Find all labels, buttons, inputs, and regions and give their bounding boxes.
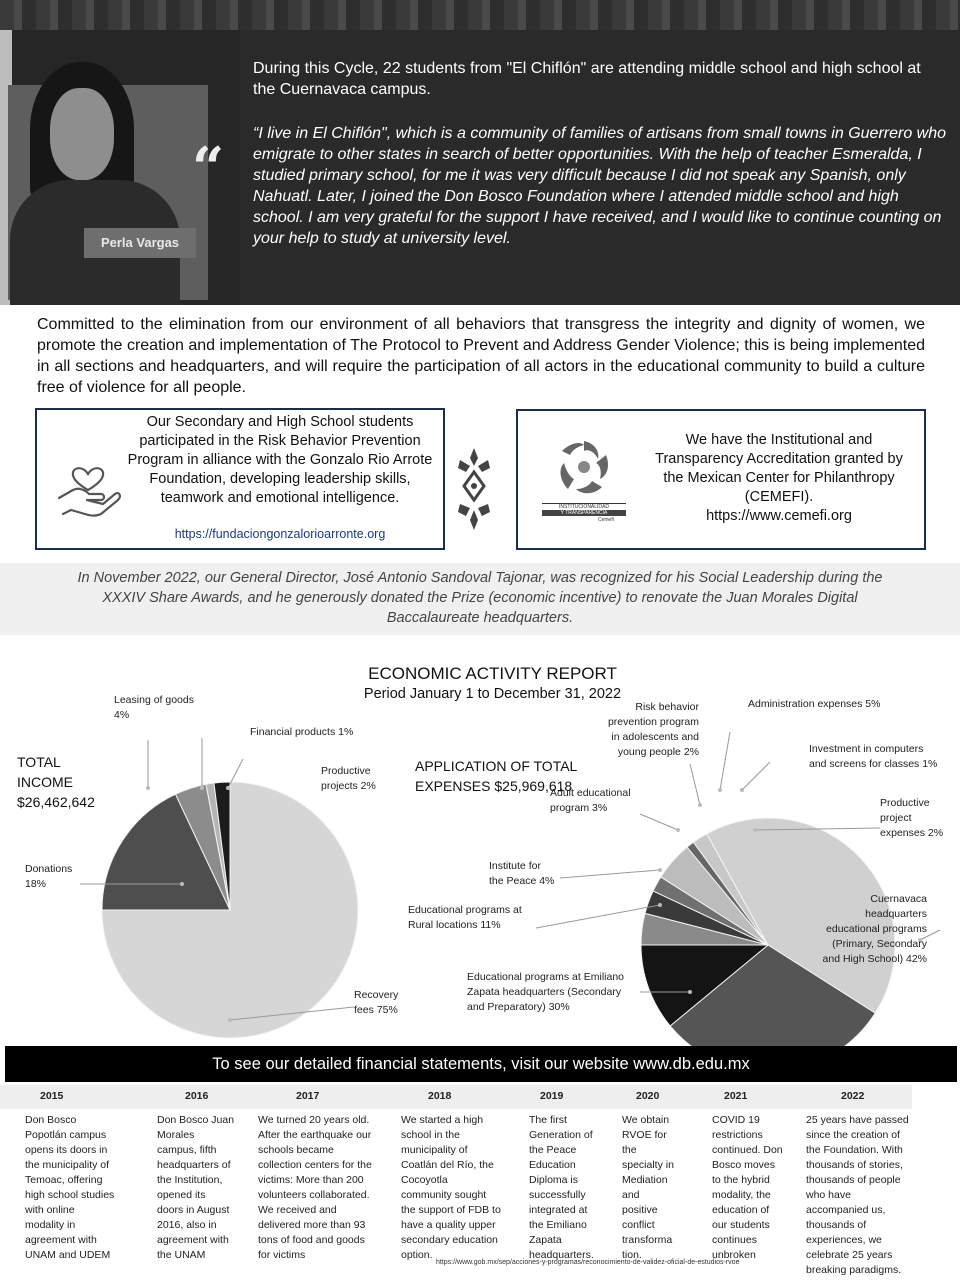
cemefi-link[interactable]: https://www.cemefi.org (706, 508, 852, 524)
gender-violence-paragraph: Committed to the elimination from our environment of all behaviors that transgress the integrity and dignity of women, we promote the creation and implementation of The Protocol to Prevent and Address Gender Violence; this is being implemented in all sections and headquarters, and will require the participation of all actors in the educational community to build a culture free of violence for all people. (37, 316, 925, 396)
cemefi-logo (554, 437, 614, 497)
leader-dot-administration-expenses (718, 788, 722, 792)
total-expenses-label: APPLICATION OF TOTAL EXPENSES $25,969,618 (415, 758, 578, 794)
leader-dot-educational-programs-at-rural-locations (658, 903, 662, 907)
timeline-entry-2022: 25 years have passed since the creation of the Foundation. With thousands of stories, thousands of people who have accompanied us, thousands of experiences, we celebrate 25 years breaking paradigms. (806, 1114, 909, 1276)
pie-label-financial-products: Financial products 1% (250, 726, 354, 738)
pie-label-adult-educational-program: Adult educational program 3% (550, 787, 631, 814)
leader-line-investment-in-computers-and-screens-for-classes (742, 762, 770, 790)
pie-label-investment-in-computers-and-screens-for-classes: Investment in computers and screens for classes 1% (809, 743, 938, 770)
pie-label-administration-expenses: Administration expenses 5% (748, 698, 881, 710)
timeline-year-2016: 2016 (185, 1090, 209, 1102)
cemefi-logo-line3: Cemefi (598, 517, 614, 523)
pie-label-productive-projects: Productive projects 2% (321, 765, 376, 792)
leader-dot-productive-project-expenses (753, 828, 757, 832)
timeline-year-2015: 2015 (40, 1090, 64, 1102)
fundacion-link[interactable]: https://fundaciongonzalorioarronte.org (174, 527, 386, 541)
financial-statements-banner[interactable]: To see our detailed financial statements, visit our website www.db.edu.mx (5, 1046, 957, 1082)
timeline-year-2022: 2022 (841, 1090, 865, 1102)
cemefi-logo-line1: INSTITUCIONALIDAD (542, 503, 626, 510)
leader-line-institute-for-the-peace (560, 870, 660, 878)
leader-dot-investment-in-computers-and-screens-for-classes (740, 788, 744, 792)
risk-program-box (35, 408, 445, 550)
pie-label-institute-for-the-peace: Institute for the Peace 4% (489, 860, 555, 887)
timeline-year-bar (0, 1085, 912, 1109)
ornament-icon (454, 446, 494, 534)
testimonial-quote: “I live in El Chiflón", which is a community of families of artisans from small towns in Guerrero who emigrate to other states in search of better opportunities. With the help of teacher Esmeralda, I studied primary school, for me it was very difficult because I did not speak any Spanish, only Nahuatl. Later, I joined the Don Bosco Foundation where I attended middle school and high school. I am very grateful for the support I have received, and I would like to continue counting on your help to study at university level. (253, 125, 947, 247)
pie-label-educational-programs-at-rural-locations: Educational programs at Rural locations 11% (408, 904, 522, 931)
leader-dot-educational-programs-at-emiliano-zapata-headquarters-secondary-and-preparatory (688, 990, 692, 994)
timeline-year-2020: 2020 (636, 1090, 660, 1102)
timeline-entry-2019: The first Generation of the Peace Education Diploma is successfully integrated at the Emiliano Zapata headquarters. (529, 1114, 594, 1261)
economic-charts (0, 640, 960, 1050)
timeline-year-2019: 2019 (540, 1090, 564, 1102)
leader-dot-adult-educational-program (676, 828, 680, 832)
decorative-top-strip (0, 0, 960, 30)
heart-hand-icon (55, 450, 121, 520)
cemefi-box (516, 409, 926, 550)
timeline-entry-2015: Don Bosco Popotlán campus opens its doors in the municipality of Temoac, offering high school studies with online modality in agreement with UNAM and UDEM (25, 1114, 115, 1261)
timeline-year-2021: 2021 (724, 1090, 748, 1102)
pie-label-recovery-fees: Recovery fees 75% (354, 989, 399, 1016)
report-period: Period January 1 to December 31, 2022 (363, 686, 622, 702)
timeline-entry-2018: We started a high school in the municipality of Coatlán del Río, the Cocoyotla community sought the support of FDB to have a quality upper secondary education option. (401, 1114, 501, 1261)
total-income-label: TOTAL INCOME $26,462,642 (17, 754, 95, 810)
testimonial-intro: During this Cycle, 22 students from "El Chiflón" are attending middle school and high school at the Cuernavaca campus. (253, 60, 921, 98)
quote-mark-icon: “ (192, 135, 225, 201)
timeline-entry-2016: Don Bosco Juan Morales campus, fifth headquarters of the Institution, opened its doors in August 2016, also in agreement with the UNAM (157, 1114, 235, 1261)
cemefi-logo-line2: Y TRANSPARENCIA (542, 510, 626, 516)
cemefi-text: We have the Institutional and Transparency Accreditation granted by the Mexican Center for Philanthropy (CEMEFI). (655, 432, 903, 505)
student-name-tag: Perla Vargas (84, 228, 196, 258)
pie-label-risk-behavior-prevention-program-in-adolescents-and-young-people: Risk behavior prevention program in adolescents and young people 2% (607, 701, 699, 758)
recognition-text: In November 2022, our General Director, José Antonio Sandoval Tajonar, was recognized for his Social Leadership during the XXXIV Share Awards, and he generously donated the Prize (economic incentive) to renovate the Juan Morales Digital Baccalaureate headquarters. (77, 570, 883, 626)
pie-label-leasing-of-goods: Leasing of goods 4% (114, 694, 194, 721)
leader-dot-productive-projects (226, 786, 230, 790)
timeline-entry-2017: We turned 20 years old. After the earthquake our schools became collection centers for the victims: More than 200 volunteers collaborated. We received and delivered more than 93 tons of food and goods for victims (258, 1114, 372, 1261)
leader-line-educational-programs-at-rural-locations (536, 905, 660, 928)
leader-line-administration-expenses (720, 732, 730, 790)
leader-dot-risk-behavior-prevention-program-in-adolescents-and-young-people (698, 803, 702, 807)
timeline-year-2018: 2018 (428, 1090, 452, 1102)
leader-dot-donations (180, 882, 184, 886)
leader-dot-leasing-of-goods (146, 786, 150, 790)
pie-label-educational-programs-at-emiliano-zapata-headquarters-secondary-and-preparatory: Educational programs at Emiliano Zapata headquarters (Secondary and Preparatory) 30% (467, 971, 624, 1013)
timeline-entry-2020: We obtain RVOE for the specialty in Mediation and positive conflict transforma tion. (622, 1114, 674, 1261)
pie-label-productive-project-expenses: Productive project expenses 2% (880, 797, 944, 839)
leader-dot-recovery-fees (228, 1018, 232, 1022)
leader-line-risk-behavior-prevention-program-in-adolescents-and-young-people (690, 764, 700, 805)
leader-dot-institute-for-the-peace (658, 868, 662, 872)
timeline-year-2017: 2017 (296, 1090, 320, 1102)
leader-line-adult-educational-program (640, 814, 678, 830)
pie-label-donations: Donations 18% (25, 863, 73, 890)
pie-label-cuernavaca-headquarters-educational-programs-primary-secondary-and-high-school: Cuernavaca headquarters educational programs (Primary, Secondary and High School) 42% (822, 893, 927, 965)
leader-dot-financial-products (200, 786, 204, 790)
report-title: ECONOMIC ACTIVITY REPORT (368, 664, 617, 683)
rvoe-url[interactable]: https://www.gob.mx/sep/acciones-y-programas/reconocimiento-de-validez-oficial-de-estudios-rvoe (436, 1259, 740, 1266)
risk-program-text: Our Secondary and High School students participated in the Risk Behavior Prevention Program in alliance with the Gonzalo Rio Arrote Foundation, developing leadership skills, teamwork and emotional intelligence. (127, 414, 433, 506)
timeline-entry-2021: COVID 19 restrictions continued. Don Bosco moves to the hybrid modality, the education of our students continues unbroken (712, 1114, 783, 1261)
